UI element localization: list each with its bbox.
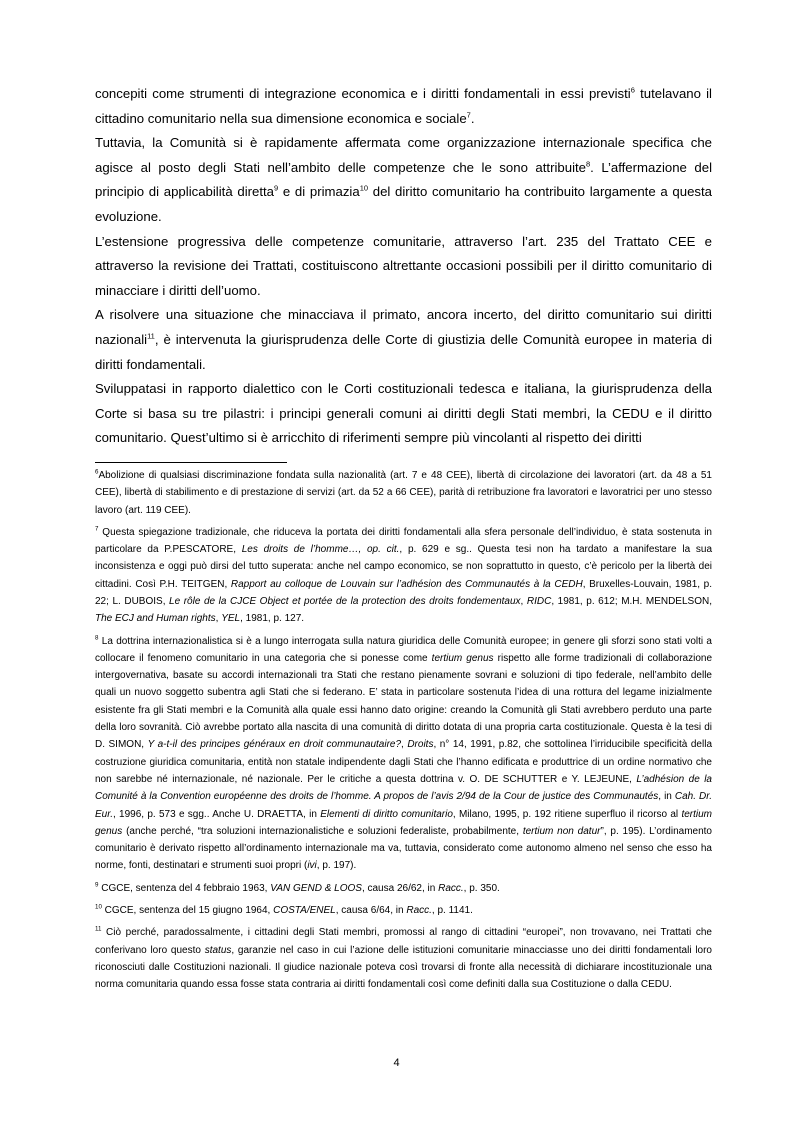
footnote-ref[interactable]: 7 xyxy=(466,110,471,120)
document-page xyxy=(95,82,712,999)
footnote-8: $^8$ La dottrina internazionalistica si è a lungo interrogata sulla natura giuridica delle Comunità europee; in genere gli sforzi sono stati volti a collocare il fenomeno comunitario in una categoria che si ponesse come tertium genus rispetto alle forme tradizionali di collaborazione intergovernativa, basate su accordi internazionali tra Stati che restano pienamente sovrani e soluzioni di tipo federale, nell’ambito delle quali un nuovo soggetto subentra agli Stati che si federano. E’ stata in particolare sostenuta l’idea di una rottura del legame inizialmente esistente fra gli Stati membri e la Comunità alla quale essi hanno dato origine: creando la Comunità gli Stati avrebbero perduto una parte della loro sovranità. Ciò avrebbe portato alla nascita di una comunità di diritto dotata di una propria carta costituzionale. Questa è la tesi di D. SIMON, Y a-t-il des principes généraux en droit communautaire?, Droits, n° 14, 1991, p.82, che sottolinea l’irriducibile specificità della costruzione giuridica comunitaria, entità non statale indipendente dagli Stati che l’hanno edificata e produttrice di un ordine normativo che non sarebbe né internazionale, né nazionale. Per le critiche a questa dottrina v. O. DE SCHUTTER e Y. LEJEUNE, L’adhésion de la Comunité à la Convention européenne des droits de l’homme. A propos de l’avis 2/94 de la Cour de justice des Communautés, in Cah. Dr. Eur., 1996, p. 573 e sgg.. Anche U. DRAETTA, in Elementi di diritto comunitario, Milano, 1995, p. 192 ritiene superfluo il ricorso al tertium genus (anche perché, “tra soluzioni internazionalistiche e soluzioni federaliste, probabilmente, tertium non datur”, p. 195). L’ordinamento comunitario è derivato rispetto all’ordinamento internazionale ma va, tuttavia, considerato come autonomo almeno nel senso che esso ha norme, fonti, destinatari e strumenti suoi propri (ivi, p. 197). xyxy=(95,634,713,872)
paragraph: Sviluppatasi in rapporto dialettico con le Corti costituzionali tedesca e italiana, la giurisprudenza della Corte si basa su tre pilastri: i principi generali comuni ai diritti degli Stati membri, la CEDU e il diritto comunitario. Quest’ultimo si è arricchito di riferimenti sempre più vincolanti al rispetto dei diritti xyxy=(95,381,712,446)
footnote-ref[interactable]: 11 xyxy=(147,331,155,341)
footnote-ref[interactable]: 8 xyxy=(586,159,591,169)
footnote-7: $^7$ Questa spiegazione tradizionale, che riduceva la portata dei diritti fondamentali alla sfera personale dell’individuo, è stata sostenuta in particolare da P.PESCATORE, Les droits de l’homme…, op. cit., p. 629 e sg.. Questa tesi non ha tardato a manifestare la sua inconsistenza e oggi può dirsi del tutto superata: anche nel campo economico, se non soprattutto in questo, c’è pericolo per la libertà dei cittadini. Così P.H. TEITGEN, Rapport au colloque de Louvain sur l’adhésion des Communautés à la CEDH, Bruxelles-Louvain, 1981, p. 22; L. DUBOIS, Le rôle de la CJCE Object et portée de la protection des droits fondementaux, RIDC, 1981, p. 612; M.H. MENDELSON, The ECJ and Human rights, YEL, 1981, p. 127. xyxy=(95,525,713,625)
footnote-separator xyxy=(95,462,287,463)
footnote-6: $^6$Abolizione di qualsiasi discriminazione fondata sulla nazionalità (art. 7 e 48 CEE), libertà di circolazione dei lavoratori (art. da 48 a 51 CEE), libertà di stabilimento e di prestazione di servizi (art. da 52 a 66 CEE), parità di retribuzione fra lavoratori e lavoratrici per uno stesso lavoro (art. 119 CEE). xyxy=(95,468,712,516)
footnotes xyxy=(95,467,712,994)
paragraph: concepiti come strumenti di integrazione economica e i diritti fondamentali in essi previsti$^6$ tutelavano il cittadino comunitario nella sua dimensione economica e sociale$^7$. xyxy=(95,85,712,126)
paragraph: A risolvere una situazione che minacciava il primato, ancora incerto, del diritto comunitario sui diritti nazionali$^{11}$, è intervenuta la giurisprudenza delle Corte di giustizia delle Comunità europee in materia di diritti fondamentali. xyxy=(95,307,712,372)
footnote-11: $^{11}$ Ciò perché, paradossalmente, i cittadini degli Stati membri, promossi al rango di cittadini “europei”, non trovavano, nei Trattati che conferivano loro questo status, garanzie nel caso in cui l’azione delle istituzioni comunitarie minacciasse uno dei diritti fondamentali loro riconosciuti dalle Costituzioni nazionali. Il giudice nazionale poteva così trovarsi di fronte alla necessità di dichiarare incostituzionale una norma comunitaria quando essa fosse stata contraria ai diritti fondamentali così come definiti dalla sua Costituzione o dalla CEDU. xyxy=(95,926,712,991)
footnote-ref[interactable]: 9 xyxy=(274,183,279,193)
page-number: 4 xyxy=(393,1057,400,1069)
paragraph: L’estensione progressiva delle competenze comunitarie, attraverso l’art. 235 del Trattato CEE e attraverso la revisione dei Trattati, costituiscono altrettante occasioni possibili per il diritto comunitario di minacciare i diritti dell’uomo. xyxy=(95,233,712,298)
paragraph: Tuttavia, la Comunità si è rapidamente affermata come organizzazione internazionale specifica che agisce al posto degli Stati nell’ambito delle competenze che le sono attribuite$^8$. L’affermazione del principio di applicabilità diretta$^9$ e di primazia$^{10}$ del diritto comunitario ha contribuito largamente a questa evoluzione. xyxy=(95,135,712,224)
footnote-ref[interactable]: 6 xyxy=(630,85,635,95)
footnote-9: $^9$ CGCE, sentenza del 4 febbraio 1963, VAN GEND & LOOS, causa 26/62, in Racc., p. 350. xyxy=(95,881,500,894)
footnote-ref[interactable]: 10 xyxy=(359,183,369,193)
body-text xyxy=(95,82,712,451)
footnote-10: $^{10}$ CGCE, sentenza del 15 giugno 1964, COSTA/ENEL, causa 6/64, in Racc., p. 1141. xyxy=(95,903,473,917)
